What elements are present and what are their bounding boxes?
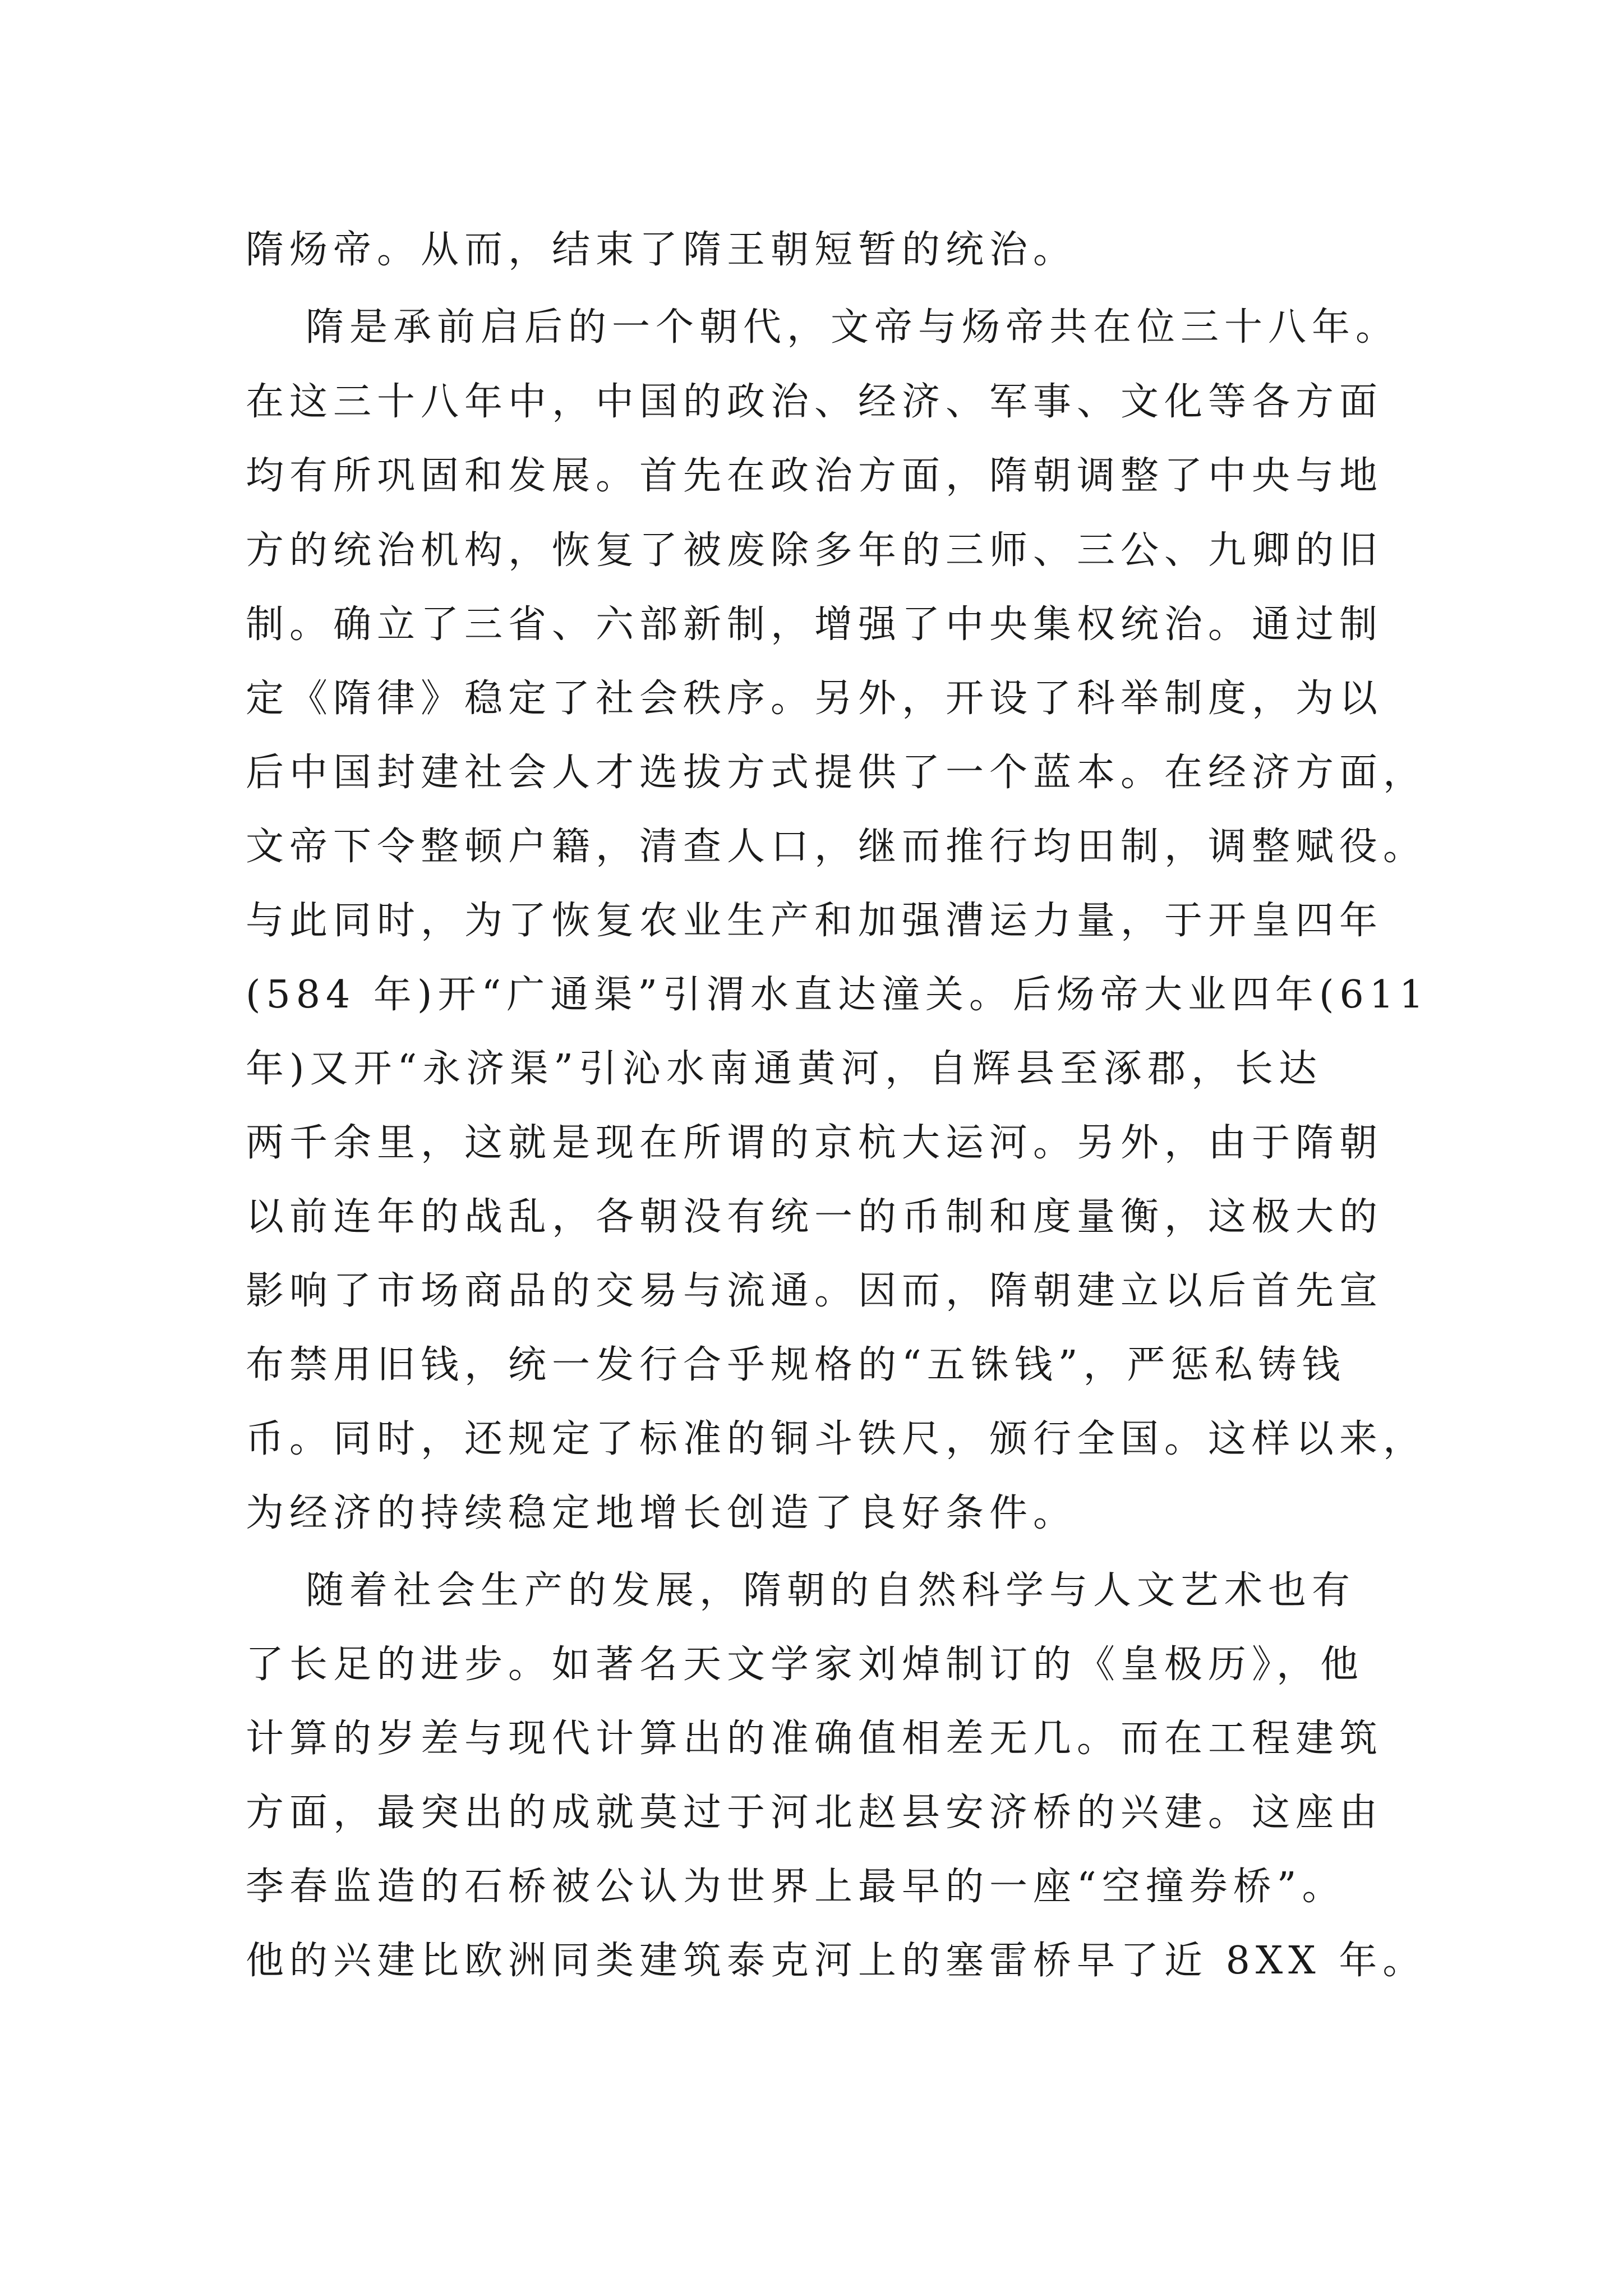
text-line: 为经济的持续稳定地增长创造了良好条件。 <box>246 1491 1077 1535</box>
paragraph-first-line: 随着社会生产的发展，隋朝的自然科学与人文艺术也有 <box>306 1568 1356 1613</box>
text-line: 与此同时，为了恢复农业生产和加强漕运力量，于开皇四年 <box>246 899 1384 943</box>
text-line: 他的兴建比欧洲同类建筑泰克河上的塞雷桥早了近 8XX 年。 <box>246 1939 1427 1983</box>
text-line: 在这三十八年中，中国的政治、经济、军事、文化等各方面 <box>246 380 1384 424</box>
text-line: 文帝下令整顿户籍，清查人口，继而推行均田制，调整赋役。 <box>246 825 1427 869</box>
text-line: (584 年)开“广通渠”引渭水直达潼关。后炀帝大业四年(611 <box>246 973 1430 1017</box>
text-line: 方的统治机构，恢复了被废除多年的三师、三公、九卿的旧 <box>246 528 1384 573</box>
text-line: 年)又开“永济渠”引沁水南通黄河，自辉县至涿郡，长达 <box>246 1047 1323 1091</box>
text-line: 影响了市场商品的交易与流通。因而，隋朝建立以后首先宣 <box>246 1269 1384 1313</box>
paragraph-first-line: 隋是承前启后的一个朝代，文帝与炀帝共在位三十八年。 <box>306 305 1400 349</box>
text-line: 了长足的进步。如著名天文学家刘焯制订的《皇极历》，他 <box>246 1642 1364 1687</box>
text-line: 布禁用旧钱，统一发行合乎规格的“五铢钱”，严惩私铸钱 <box>246 1343 1346 1387</box>
text-line: 后中国封建社会人才选拔方式提供了一个蓝本。在经济方面， <box>246 751 1427 795</box>
text-line: 李春监造的石桥被公认为世界上最早的一座“空撞券桥”。 <box>246 1865 1346 1909</box>
text-line: 以前连年的战乱，各朝没有统一的币制和度量衡，这极大的 <box>246 1195 1384 1239</box>
text-line: 隋炀帝。从而，结束了隋王朝短暂的统治。 <box>246 228 1077 272</box>
text-line: 均有所巩固和发展。首先在政治方面，隋朝调整了中央与地 <box>246 454 1384 498</box>
text-line: 币。同时，还规定了标准的铜斗铁尺，颁行全国。这样以来， <box>246 1417 1427 1461</box>
text-line: 方面，最突出的成就莫过于河北赵县安济桥的兴建。这座由 <box>246 1791 1384 1835</box>
text-line: 定《隋律》稳定了社会秩序。另外，开设了科举制度，为以 <box>246 677 1384 721</box>
text-line: 两千余里，这就是现在所谓的京杭大运河。另外，由于隋朝 <box>246 1121 1384 1165</box>
text-line: 计算的岁差与现代计算出的准确值相差无几。而在工程建筑 <box>246 1717 1384 1761</box>
text-line: 制。确立了三省、六部新制，增强了中央集权统治。通过制 <box>246 602 1384 647</box>
